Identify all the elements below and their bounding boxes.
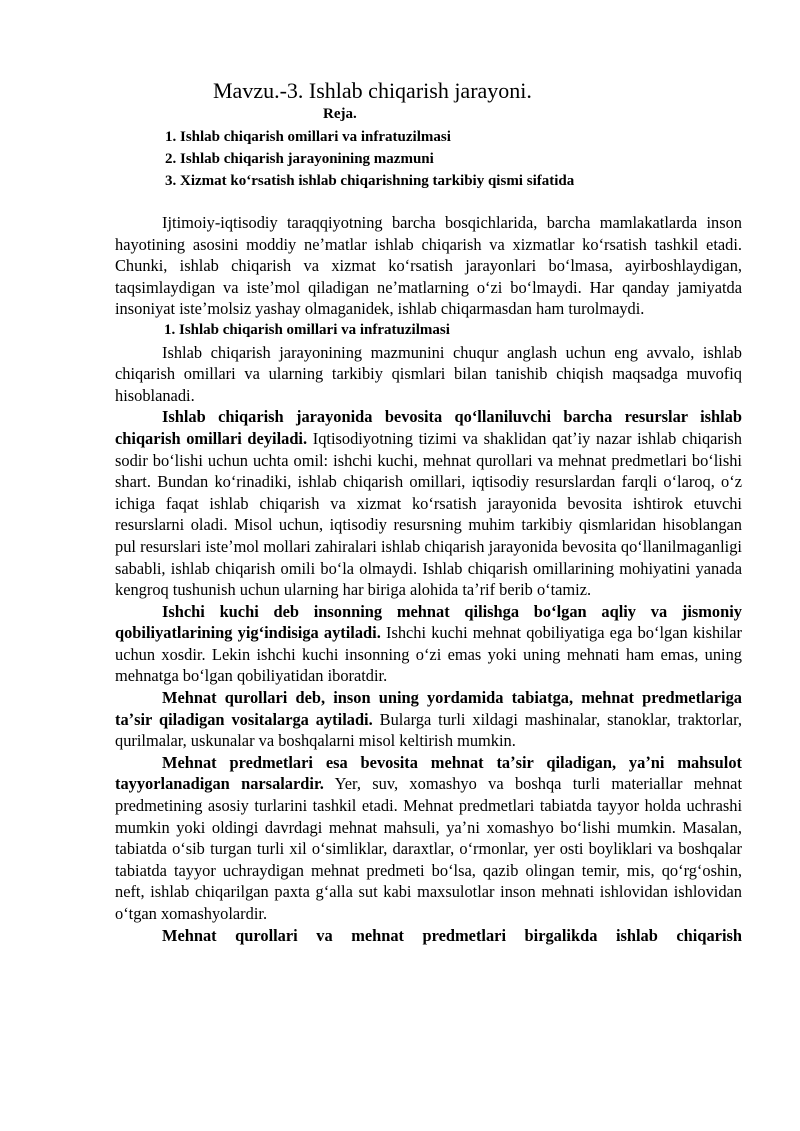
document-title: Mavzu.-3. Ishlab chiqarish jarayoni.: [213, 78, 532, 103]
definition-term: Mehnat qurollari va mehnat predmetlari birgalikda ishlab chiqarish: [162, 925, 742, 945]
body-paragraph: [115, 687, 742, 752]
paragraph-text: Ishchi kuchi mehnat qobiliyatiga ega boʻlgan kishilar uchun xosdir. Lekin ishchi kuchi insonning oʻzi emas yoki uning mehnati ham emas, uning mehnatga boʻlgan qobiliyatidan iboratdir.: [115, 623, 742, 686]
paragraph-text: Yer, suv, xomashyo va boshqa turli materiallar mehnat predmetining asosiy turlarini tashkil etadi. Mehnat predmetlari tabiatda tayyor holda uchrashi mumkin yoki oldingi davrdagi mehnat mahsuli, yaʼni xomashyo boʻlishi mumkin. Masalan, tabiatda oʻsib turgan turli xil oʻsimliklar, daraxtlar, oʻrmonlar, yer osti boyliklari va boshqalar tabiatda tayyor uchraydigan mehnat predmeti boʻlsa, qazib olingan temir, mis, qoʻrgʻoshin, neft, ishlab chiqarilgan paxta gʻalla sut kabi maxsulotlar inson mehnati ishlovidan ishlovidan oʻtgan xomashyolardir.: [115, 774, 742, 923]
definition-term: Mehnat predmetlari esa bevosita mehnat taʼsir qiladigan, yaʼni mahsulot tayyorlanadigan narsalardir.: [115, 752, 742, 794]
definition-term: Ishchi kuchi deb insonning mehnat qilishga boʻlgan aqliy va jismoniy qobiliyatlarining yigʻindisiga aytiladi.: [115, 601, 742, 643]
definition-term: Ishlab chiqarish jarayonida bevosita qoʻllaniluvchi barcha resurslar ishlab chiqarish omillari deyiladi.: [115, 407, 742, 448]
section-heading: 1. Ishlab chiqarish omillari va infratuzilmasi: [164, 321, 450, 338]
document-body: [115, 212, 742, 946]
body-paragraph: [115, 601, 742, 687]
body-paragraph: [115, 752, 742, 925]
plan-heading: Reja.: [323, 106, 357, 122]
body-paragraph: Ishlab chiqarish jarayonining mazmunini chuqur anglash uchun eng avvalo, ishlab chiqarish omillari va ularning tarkibiy qismlari bilan tanishib chiqish maqsadga muvofiq hisoblanadi.: [115, 342, 742, 405]
plan-list: [115, 126, 742, 192]
body-paragraph: [115, 406, 742, 600]
body-paragraph: [115, 925, 742, 947]
paragraph-text: Iqtisodiyotning tizimi va shaklidan qatʼiy nazar ishlab chiqarish sodir boʻlishi uchun uchta omil: ishchi kuchi, mehnat qurollari va mehnat predmetlari boʻlishi shart. Bundan koʻrinadiki, ishlab chiqarish omillari, iqtisodiy resurslardan farqli oʻlaroq, oʻz ichiga faqat ishlab chiqarish va xizmat koʻrsatish jarayonida bevosita ishtirok etuvchi resurslarni oladi. Misol uchun, iqtisodiy resursning muhim tarkibiy qismlaridan hisoblangan pul resurslari isteʼmol mollari zahiralari ishlab chiqarish jarayonida bevosita qoʻllanilmaganligi sababli, ishlab chiqarish omili boʻla olmaydi. Ishlab chiqarish omillarining mohiyatini yanada kengroq tushunish uchun ularning har biriga alohida taʼrif berib oʻtamiz.: [115, 428, 743, 600]
plan-item: 2. Ishlab chiqarish jarayonining mazmuni: [165, 151, 434, 167]
paragraph-text: Bularga turli xildagi mashinalar, stanoklar, traktorlar, qurilmalar, uskunalar va boshqalarni misol keltirish mumkin.: [115, 709, 742, 751]
document-page: [115, 78, 742, 946]
plan-item: 3. Xizmat koʻrsatish ishlab chiqarishning tarkibiy qismi sifatida: [165, 173, 575, 189]
plan-item: 1. Ishlab chiqarish omillari va infratuzilmasi: [165, 129, 451, 145]
definition-term: Mehnat qurollari deb, inson uning yordamida tabiatga, mehnat predmetlariga taʼsir qiladigan vositalarga aytiladi.: [115, 688, 742, 729]
intro-paragraph: Ijtimoiy-iqtisodiy taraqqiyotning barcha bosqichlarida, barcha mamlakatlarda inson hayotining asosini moddiy neʼmatlar ishlab chiqarish va xizmatlar koʻrsatish tashkil etadi. Chunki, ishlab chiqarish va xizmat koʻrsatish jarayonlari boʻlmasa, ayirboshlaydigan, taqsimlaydigan va isteʼmol qiladigan neʼmatlarning oʻzi boʻlmaydi. Har qanday jamiyatda insoniyat isteʼmolsiz yashay olmaganidek, ishlab chiqarmasdan ham turolmaydi.: [115, 213, 742, 319]
